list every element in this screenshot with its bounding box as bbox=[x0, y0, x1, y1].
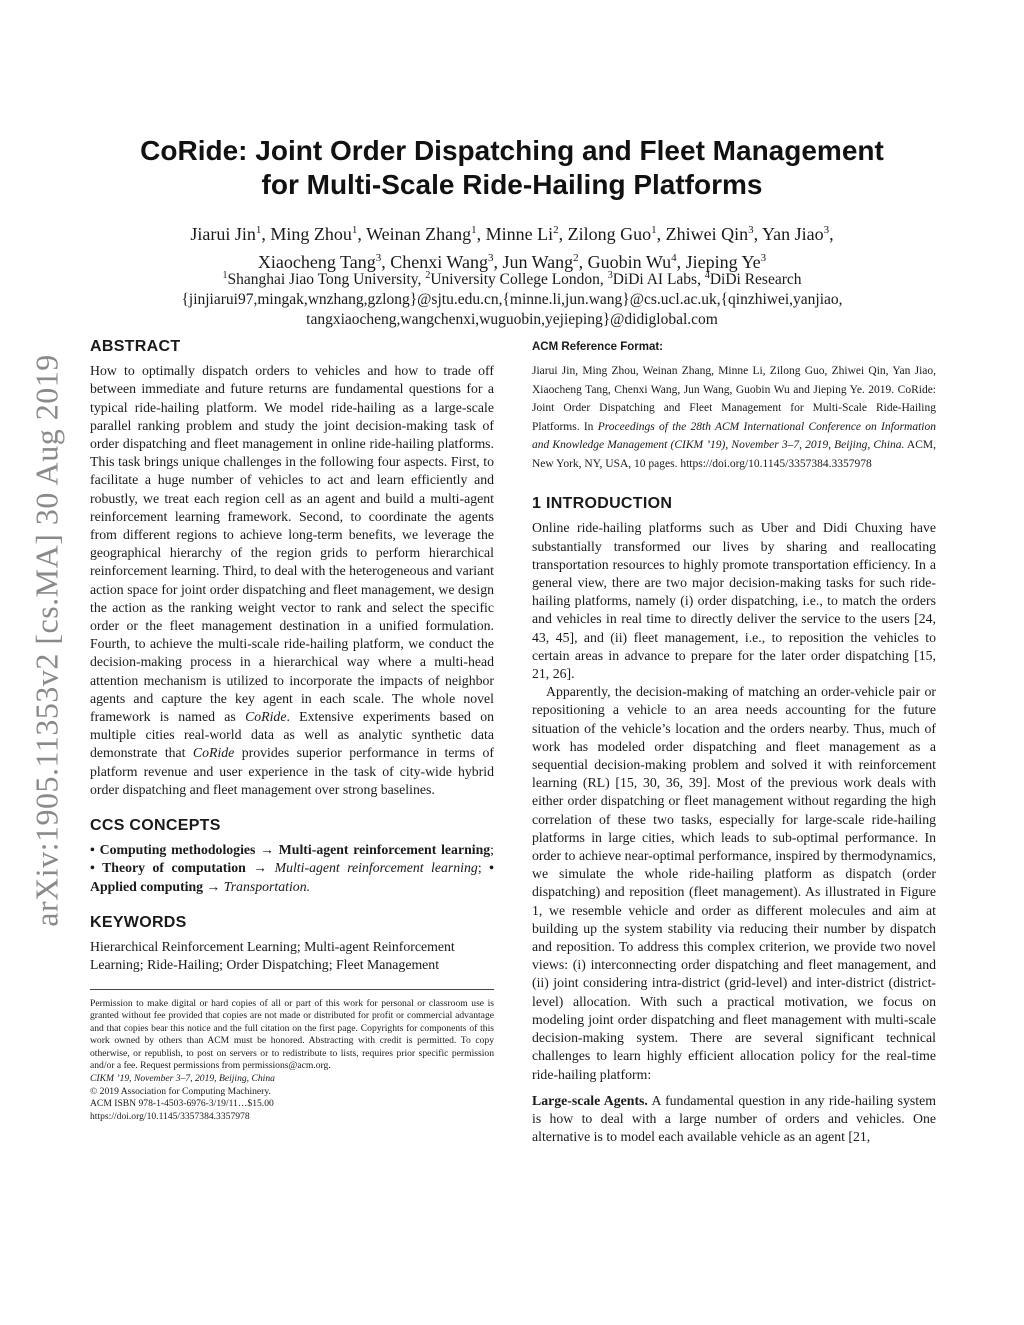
ccs-sep: ; bbox=[477, 860, 490, 876]
author-sep: , bbox=[357, 224, 367, 244]
affiliation-line bbox=[0, 266, 1024, 290]
affil-sup: 4 bbox=[704, 270, 710, 281]
acm-ref-body bbox=[532, 362, 936, 473]
permission-notice: Permission to make digital or hard copies of all or part of this work for personal or classroom use is granted without fee provided that copies are not made or distributed for profit or commercial advantage and that copies bear this notice and the full citation on the first page. Copyrights for components of this work owned by others than ACM must be honored. Abstracting with credit is permitted. To copy otherwise, or republish, to post on servers or to redistribute to lists, requires prior specific permission and/or a fee. Request permissions from permissions@acm.org. bbox=[90, 997, 494, 1072]
coride-name: CoRide bbox=[245, 709, 287, 725]
author-sep: , bbox=[493, 252, 503, 272]
coride-name: CoRide bbox=[192, 745, 235, 761]
author-sup: 3 bbox=[487, 252, 494, 264]
author-sup: 1 bbox=[651, 224, 657, 236]
author-sep: , bbox=[829, 224, 834, 244]
acm-ref-part: ACM, New York, NY, USA, 10 pages. https://doi.org/10.1145/3357384.3357978 bbox=[532, 439, 936, 470]
ccs-heading: CCS CONCEPTS bbox=[90, 817, 221, 835]
keywords-heading: KEYWORDS bbox=[90, 913, 187, 931]
author: Zilong Guo bbox=[567, 224, 652, 244]
author-sep: , bbox=[381, 252, 391, 272]
author-sup: 1 bbox=[255, 224, 262, 236]
affiliation: DiDi Research bbox=[709, 271, 802, 289]
email-line-2: tangxiaocheng,wangchenxi,wuguobin,yejieping}@didiglobal.com bbox=[306, 311, 718, 329]
affiliation: Shanghai Jiao Tong University, bbox=[227, 271, 426, 289]
ccs-sep: ; bbox=[490, 842, 494, 858]
abstract-part: . Extensive experiments based on multiple cities real-world data as well as analytic synthetic data demonstrate that bbox=[90, 709, 495, 761]
author-sep: , bbox=[261, 224, 271, 244]
abstract-part: How to optimally dispatch orders to vehicles and how to trade off between immediate and future returns are fundamental questions for a typical ride-hailing platform. We model ride-hailing as a large-scale parallel ranking problem and study the joint decision-making task of order dispatching and fleet management in online ride-hailing platforms. This task brings unique challenges in the following four aspects. First, to facilitate a huge number of vehicles to act and learn efficiently and robustly, we treat each region cell as an agent and build a multi-agent reinforcement learning framework. Second, to coordinate the agents from different regions to achieve long-term benefits, we leverage the geographical hierarchy of the region grids to perform hierarchical reinforcement learning. Third, to deal with the heterogeneous and variant action space for joint order dispatching and fleet management, we design the action as the ranking weight vector to rank and select the specific order or the fleet management destination in a unified formulation. Fourth, to achieve the multi-scale ride-hailing platform, we conduct the decision-making process in a hierarchical way where a multi-head attention mechanism is utilized to incorporate the impacts of neighbor agents and capture the key agent in each scale. The whole novel framework is named as bbox=[90, 363, 494, 725]
right-column bbox=[532, 338, 936, 1146]
copyright-line: © 2019 Association for Computing Machinery. bbox=[90, 1085, 271, 1097]
affiliation: University College London, bbox=[430, 271, 608, 289]
abstract-text bbox=[90, 362, 494, 799]
acm-ref-part: Jiarui Jin, Ming Zhou, Weinan Zhang, Minne Li, Zilong Guo, Zhiwei Qin, Yan Jiao, Xiaocheng Tang, Chenxi Wang, Jun Wang, Guobin Wu and Jieping Ye. 2019. CoRide: Joint Order Dispatching and Fleet Management for Multi-Scale Ride-Hailing Platforms. In bbox=[532, 365, 936, 433]
ccs-item-italic: Transportation. bbox=[223, 878, 311, 894]
arxiv-id-text: arXiv:1905.11353v2 [cs.MA] 30 Aug 2019 bbox=[28, 353, 65, 927]
affil-sup: 1 bbox=[222, 270, 228, 281]
affil-sup: 2 bbox=[425, 270, 431, 281]
author-sup: 2 bbox=[553, 224, 559, 236]
affil-sup: 3 bbox=[607, 270, 613, 281]
affiliation: DiDi AI Labs, bbox=[612, 271, 705, 289]
author: Minne Li bbox=[485, 224, 554, 244]
ccs-item-italic: Multi-agent reinforcement learning bbox=[274, 860, 478, 876]
author-sup: 4 bbox=[671, 252, 677, 264]
intro-p3-text: A fundamental question in any ride-hailing system is how to deal with a large number of orders and vehicles. One alternative is to model each available vehicle as an agent [21, bbox=[532, 1092, 936, 1145]
arxiv-identifier bbox=[30, 340, 64, 940]
title-line-1: CoRide: Joint Order Dispatching and Fleet Management bbox=[140, 135, 884, 166]
author-sup: 3 bbox=[823, 224, 830, 236]
author: Zhiwei Qin bbox=[665, 224, 749, 244]
author-sup: 1 bbox=[471, 224, 477, 236]
ccs-item: • Theory of computation → bbox=[90, 860, 275, 876]
author-sep: , bbox=[656, 224, 666, 244]
author-sup: 3 bbox=[748, 224, 754, 236]
author: Jun Wang bbox=[502, 252, 574, 272]
author-sep: , bbox=[558, 224, 568, 244]
intro-heading: 1 INTRODUCTION bbox=[532, 495, 673, 513]
author-sup: 1 bbox=[351, 224, 358, 236]
affiliations bbox=[0, 266, 1024, 330]
intro-paragraph-1: Online ride-hailing platforms such as Uber and Didi Chuxing have substantially transformed our lives by sharing and reallocating transportation resources to highly promote transportation efficiency. In a general view, there are two major decision-making tasks for such ride-hailing platforms, namely (i) order dispatching, i.e., to match the orders and vehicles in real time to directly deliver the service to the users [24, 43, 45], and (ii) fleet management, i.e., to reposition the vehicles to certain areas in advance to prepare for the later order dispatching [15, 21, 26]. bbox=[532, 520, 936, 682]
ccs-item: • Applied computing → bbox=[90, 860, 494, 894]
ccs-item: • Computing methodologies → Multi-agent reinforcement learning bbox=[90, 842, 491, 858]
conference-info: CIKM ’19, November 3–7, 2019, Beijing, China bbox=[90, 1073, 275, 1085]
author: Guobin Wu bbox=[587, 252, 672, 272]
author: Yan Jiao bbox=[761, 224, 824, 244]
author: Jieping Ye bbox=[685, 252, 761, 272]
intro-paragraph-2: Apparently, the decision-making of matching an order-vehicle pair or repositioning a vehicle to an area needs accounting for the future situation of the vehicle’s location and the orders nearby. Thus, much of work has modeled order dispatching and fleet management as a sequential decision-making problem and solved it with reinforcement learning (RL) [15, 30, 36, 39]. Most of the previous work deals with either order dispatching or fleet management without regarding the high correlation of these two tasks, especially for large-scale ride-hailing platforms in large cities, which leads to sub-optimal performance. In order to achieve near-optimal performance, inspired by thermodynamics, we simulate the whole ride-hailing platform as dispatch (order dispatching) and reposition (fleet management). As illustrated in Figure 1, we resemble vehicle and order as different molecules and aim at building up the system stability via reducing their number by dispatch and reposition. To address this complex criterion, we provide two novel views: (i) interconnecting order dispatching and fleet management, and (ii) joint considering intra-district (grid-level) and inter-district (district-level) allocation. With such a practical motivation, we focus on modeling joint order dispatching and fleet management with multi-scale decision-making system. There are several significant technical challenges to learn highly efficient allocation policy for the real-time ride-hailing platform: bbox=[532, 684, 936, 1082]
left-column bbox=[90, 338, 494, 1123]
title-line-2: for Multi-Scale Ride-Hailing Platforms bbox=[261, 169, 763, 200]
acm-ref-proceedings: Proceedings of the 28th ACM International Conference on Information and Knowledge Management (CIKM ’19), November 3–7, 2019, Beijing, China. bbox=[532, 420, 936, 452]
abstract-heading: ABSTRACT bbox=[90, 338, 181, 355]
author: Chenxi Wang bbox=[390, 252, 488, 272]
keywords-text: Hierarchical Reinforcement Learning; Multi-agent Reinforcement Learning; Ride-Hailing; Order Dispatching; Fleet Management bbox=[90, 939, 455, 973]
author: Jiarui Jin bbox=[190, 224, 256, 244]
author-line-1 bbox=[0, 218, 1024, 246]
abstract-part: provides superior performance in terms of platform revenue and user experience in the task of city-wide hybrid order dispatching and fleet management over strong baselines. bbox=[90, 745, 494, 797]
ccs-concepts bbox=[90, 841, 494, 896]
author: Ming Zhou bbox=[270, 224, 352, 244]
author-sep: , bbox=[578, 252, 588, 272]
author-sup: 3 bbox=[760, 252, 767, 264]
paper-title bbox=[0, 134, 1024, 202]
isbn-line: ACM ISBN 978-1-4503-6976-3/19/11…$15.00 bbox=[90, 1098, 274, 1110]
large-scale-agents-label: Large-scale Agents. bbox=[532, 1092, 648, 1108]
author-sep: , bbox=[476, 224, 486, 244]
acm-ref-heading: ACM Reference Format: bbox=[532, 341, 663, 353]
author-sup: 3 bbox=[375, 252, 382, 264]
author-sep: , bbox=[753, 224, 762, 244]
footnote-divider bbox=[90, 989, 494, 990]
author-sup: 2 bbox=[573, 252, 579, 264]
author: Weinan Zhang bbox=[366, 224, 472, 244]
intro-paragraph-3 bbox=[532, 1092, 936, 1147]
author: Xiaocheng Tang bbox=[257, 252, 376, 272]
author-sep: , bbox=[676, 252, 686, 272]
doi-link[interactable]: https://doi.org/10.1145/3357384.3357978 bbox=[90, 1110, 250, 1122]
email-line-1: {jinjiarui97,mingak,wnzhang,gzlong}@sjtu.edu.cn,{minne.li,jun.wang}@cs.ucl.ac.uk,{qinzhiwei,yanjiao, bbox=[181, 291, 843, 309]
